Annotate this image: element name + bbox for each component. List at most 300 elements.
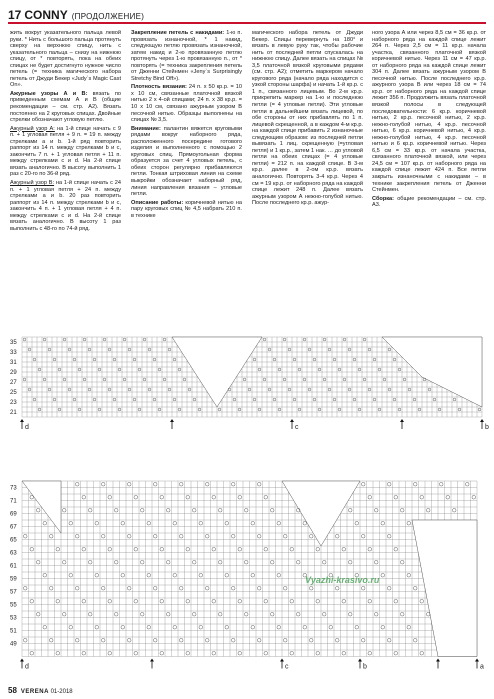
- yarnover-symbol: [303, 338, 306, 341]
- chart-b-grid: [22, 481, 477, 657]
- yarnover-symbol: [108, 599, 112, 603]
- yarnover-symbol: [393, 358, 396, 361]
- yarnover-symbol: [75, 534, 79, 538]
- row-number-label: 23: [10, 400, 17, 406]
- yarnover-symbol: [95, 521, 99, 525]
- yarnover-symbol: [98, 408, 101, 411]
- yarnover-symbol: [82, 495, 86, 499]
- yarnover-symbol: [101, 482, 105, 486]
- yarnover-symbol: [342, 599, 346, 603]
- yarnover-symbol: [88, 388, 91, 391]
- page-number: 58: [8, 686, 17, 695]
- yarnover-symbol: [23, 638, 27, 642]
- col1-patternA-heading: Ажурный узор А:: [10, 125, 55, 132]
- yarnover-symbol: [93, 398, 96, 401]
- col1-openwork-section: [10, 91, 121, 124]
- yarnover-symbol: [238, 547, 242, 551]
- yarnover-symbol: [363, 378, 366, 381]
- knitting-chart-b: [8, 479, 486, 681]
- yarnover-symbol: [36, 508, 40, 512]
- yarnover-symbol: [163, 378, 166, 381]
- yarnover-symbol: [257, 482, 261, 486]
- yarnover-symbol: [388, 388, 391, 391]
- yarnover-symbol: [113, 358, 116, 361]
- arrow-head: [290, 419, 294, 422]
- yarnover-symbol: [108, 388, 111, 391]
- yarnover-symbol: [342, 651, 346, 655]
- yarnover-symbol: [48, 388, 51, 391]
- yarnover-symbol: [353, 358, 356, 361]
- yarnover-symbol: [153, 358, 156, 361]
- col2-work-heading: Описание работы:: [131, 199, 184, 206]
- yarnover-symbol: [166, 508, 170, 512]
- yarnover-symbol: [257, 534, 261, 538]
- yarnover-symbol: [134, 651, 138, 655]
- yarnover-symbol: [114, 612, 118, 616]
- yarnover-symbol: [407, 625, 411, 629]
- yarnover-symbol: [49, 638, 53, 642]
- yarnover-symbol: [323, 338, 326, 341]
- arrow-head: [475, 659, 479, 662]
- pattern-name: CONNY: [24, 8, 68, 22]
- yarnover-symbol: [313, 398, 316, 401]
- yarnover-symbol: [378, 408, 381, 411]
- yarnover-symbol: [82, 547, 86, 551]
- yarnover-symbol: [56, 547, 60, 551]
- yarnover-symbol: [127, 638, 131, 642]
- yarnover-symbol: [358, 408, 361, 411]
- col1-patternB-section: [10, 180, 121, 232]
- yarnover-symbol: [93, 358, 96, 361]
- yarnover-symbol: [108, 547, 112, 551]
- yarnover-symbol: [264, 599, 268, 603]
- yarnover-symbol: [465, 482, 469, 486]
- yarnover-symbol: [160, 651, 164, 655]
- yarnover-symbol: [342, 547, 346, 551]
- yarnover-symbol: [418, 408, 421, 411]
- yarnover-symbol: [83, 338, 86, 341]
- yarnover-symbol: [428, 388, 431, 391]
- yarnover-symbol: [400, 612, 404, 616]
- yarnover-symbol: [147, 573, 151, 577]
- row-number-label: 35: [10, 340, 17, 346]
- yarnover-symbol: [333, 358, 336, 361]
- yarnover-symbol: [160, 547, 164, 551]
- yarnover-symbol: [69, 625, 73, 629]
- yarnover-symbol: [82, 599, 86, 603]
- yarnover-symbol: [192, 612, 196, 616]
- yarnover-symbol: [268, 388, 271, 391]
- marker-label: c: [285, 663, 289, 671]
- col1-intro: жить вокруг указательного пальца левой руки. * Нить с большого пальца протянуть сверху на верхнюю спицу, нить с указательного пальца – снизу на нижнюю спицу, от * повторять, пока на обеих спицах не будет достигнуто нужное число петель (= техника магического набора петель от Джуди Бекер «Judy`s Magic Cast On».: [10, 30, 121, 89]
- yarnover-symbol: [368, 388, 371, 391]
- yarnover-symbol: [168, 388, 171, 391]
- yarnover-symbol: [264, 547, 268, 551]
- col1-openwork-text: вязать по приведенным схемам А и В (общие рекомендации – см. стр. А2). Вязать постоянно на 2 круговых спицах. Двойные стрелки обозначают угловую петлю.: [10, 90, 121, 124]
- yarnover-symbol: [387, 638, 391, 642]
- text-column-4: [372, 30, 486, 211]
- yarnover-symbol: [309, 638, 313, 642]
- arrow-head: [400, 419, 404, 422]
- yarnover-symbol: [335, 638, 339, 642]
- yarnover-symbol: [290, 547, 294, 551]
- yarnover-symbol: [147, 625, 151, 629]
- yarnover-symbol: [30, 495, 34, 499]
- yarnover-symbol: [173, 521, 177, 525]
- yarnover-symbol: [48, 348, 51, 351]
- yarnover-symbol: [253, 358, 256, 361]
- yarnover-symbol: [179, 534, 183, 538]
- yarnover-symbol: [238, 495, 242, 499]
- col2-gauge-section: [131, 84, 242, 123]
- col1-patternB-heading: Ажурный узор В:: [10, 180, 55, 187]
- col2-bindoff-text: 1-ю п. провязать изнаночной, * 1 накид, следующую петлю провязать изнаночной, затем накид и 2-ю провязанную петлю протянуть через 1-ю провязанную п., от * повторять (= техника закрепления петель от Дженни Стейнмен «Jeny`s Surprisingly Stretchy Bind Off»).: [131, 30, 242, 82]
- yarnover-symbol: [309, 586, 313, 590]
- yarnover-symbol: [283, 338, 286, 341]
- yarnover-symbol: [438, 408, 441, 411]
- issue-label: 01-2018: [50, 689, 73, 695]
- yarnover-symbol: [101, 586, 105, 590]
- yarnover-symbol: [88, 508, 92, 512]
- yarnover-symbol: [268, 348, 271, 351]
- yarnover-symbol: [192, 560, 196, 564]
- yarnover-symbol: [361, 586, 365, 590]
- yarnover-symbol: [158, 368, 161, 371]
- yarnover-symbol: [218, 508, 222, 512]
- yarnover-symbol: [323, 378, 326, 381]
- yarnover-symbol: [95, 625, 99, 629]
- yarnover-symbol: [143, 378, 146, 381]
- yarnover-symbol: [398, 408, 401, 411]
- yarnover-symbol: [205, 482, 209, 486]
- yarnover-symbol: [205, 638, 209, 642]
- header-divider: [8, 22, 486, 24]
- yarnover-symbol: [88, 560, 92, 564]
- yarnover-symbol: [212, 651, 216, 655]
- yarnover-symbol: [398, 368, 401, 371]
- yarnover-symbol: [322, 612, 326, 616]
- yarnover-symbol: [163, 338, 166, 341]
- yarnover-symbol: [338, 368, 341, 371]
- row-number-label: 73: [10, 485, 17, 492]
- yarnover-symbol: [38, 408, 41, 411]
- yarnover-symbol: [134, 547, 138, 551]
- row-number-label: 29: [10, 370, 17, 376]
- yarnover-symbol: [179, 482, 183, 486]
- yarnover-symbol: [127, 482, 131, 486]
- yarnover-symbol: [316, 651, 320, 655]
- yarnover-symbol: [56, 651, 60, 655]
- magazine-name: VERENA: [20, 689, 49, 695]
- arrow-head: [20, 659, 24, 662]
- yarnover-symbol: [363, 338, 366, 341]
- yarnover-symbol: [160, 495, 164, 499]
- yarnover-symbol: [231, 534, 235, 538]
- col4-assembly-text: общие рекомендации – см. стр. А3.: [372, 195, 486, 209]
- yarnover-symbol: [283, 586, 287, 590]
- row-number-label: 61: [10, 563, 17, 570]
- yarnover-symbol: [251, 521, 255, 525]
- col2-work-text: коричневой нитью на пару круговых спиц № 4,5 набрать 210 п. в технике: [131, 199, 242, 219]
- yarnover-symbol: [293, 398, 296, 401]
- yarnover-symbol: [413, 398, 416, 401]
- col2-attention-heading: Внимание:: [131, 125, 161, 132]
- row-number-label: 63: [10, 550, 17, 557]
- yarnover-symbol: [238, 599, 242, 603]
- yarnover-symbol: [133, 398, 136, 401]
- yarnover-symbol: [28, 348, 31, 351]
- col3-text: магического набора петель от Джуди Бекер. Спицы перевернуть на 180° и вязать в левую руку так, чтобы рабочие нить от последней петли спускалась на нижнюю спицу. Далее вязать на спицах № 3,5 платочной вязкой круговыми рядами (см. стр. А2); отметить маркером начало кругового ряда (начало ряда находится с узкой стороны шарфа) и начать 1-й кр.р. с 1 п., связанного лицевым. Во 2-м кр.р. прикрепить маркер на 1-ю и последнюю петли (= 4 угловые петли). Эти угловые петли в дальнейшем вязать лицевой, по обе стороны от них прибавлять по 1 п. лицевой скрещенной, а в каждом 4-м кр.р. на каждой спице прибавить 2 изнаночные следующим образом: из последней петли вывязать 1 лиц. скрещенную (=угловая петля) и 1 кр.р., затем 1 нак. … до угловой петли на обеих спицах (= 4 угловые петли) = 212 п. на каждой спице. В 3-м кр.р. далее в 2-ом кр.р. вязать аналогично. Повторять 3-4 кр.р. Через 4 см = 19 кр.р. от наборного ряда на каждой спице лежит 248 п. Далее вязать ажурным узором А нежно-голубой нитью. После последнего кр.р. ажур-: [252, 30, 363, 207]
- yarnover-symbol: [118, 368, 121, 371]
- yarnover-symbol: [426, 508, 430, 512]
- yarnover-symbol: [198, 408, 201, 411]
- yarnover-symbol: [121, 521, 125, 525]
- yarnover-symbol: [75, 586, 79, 590]
- yarnover-symbol: [290, 651, 294, 655]
- yarnover-symbol: [218, 560, 222, 564]
- yarnover-symbol: [56, 599, 60, 603]
- col1-patternB-text: на 1-й спице начать с 24 п. + 1 угловая петля + 24 п. между стрелками а и b. 20 раз повторить раппорт из 14 п. между стрелками b и c, закончить 4 п. + 1 угловая петля + 4 п. между стрелками c и d. На 2-й спице вязать аналогично. В высоту 1 раз выполнить с 48-го по 74-й ряд.: [10, 180, 121, 232]
- yarnover-symbol: [78, 408, 81, 411]
- yarnover-symbol: [153, 482, 157, 486]
- yarnover-symbol: [183, 378, 186, 381]
- yarnover-symbol: [103, 338, 106, 341]
- yarnover-symbol: [333, 398, 336, 401]
- yarnover-symbol: [58, 368, 61, 371]
- row-number-label: 69: [10, 511, 17, 518]
- yarnover-symbol: [88, 348, 91, 351]
- yarnover-symbol: [188, 388, 191, 391]
- yarnover-symbol: [63, 378, 66, 381]
- yarnover-symbol: [251, 573, 255, 577]
- yarnover-symbol: [212, 599, 216, 603]
- yarnover-symbol: [63, 338, 66, 341]
- yarnover-symbol: [374, 612, 378, 616]
- arrow-head: [358, 659, 362, 662]
- yarnover-symbol: [103, 378, 106, 381]
- yarnover-symbol: [387, 482, 391, 486]
- yarnover-symbol: [138, 408, 141, 411]
- yarnover-symbol: [114, 508, 118, 512]
- yarnover-symbol: [43, 521, 47, 525]
- yarnover-symbol: [298, 408, 301, 411]
- yarnover-symbol: [134, 599, 138, 603]
- yarnover-symbol: [277, 573, 281, 577]
- col2-bindoff-section: [131, 30, 242, 82]
- yarnover-symbol: [263, 338, 266, 341]
- yarnover-symbol: [270, 508, 274, 512]
- yarnover-symbol: [273, 358, 276, 361]
- yarnover-symbol: [108, 495, 112, 499]
- yarnover-symbol: [388, 348, 391, 351]
- yarnover-symbol: [62, 612, 66, 616]
- yarnover-symbol: [158, 408, 161, 411]
- yarnover-symbol: [338, 408, 341, 411]
- yarnover-symbol: [127, 586, 131, 590]
- yarnover-symbol: [293, 358, 296, 361]
- yarnover-symbol: [49, 586, 53, 590]
- yarnover-symbol: [205, 534, 209, 538]
- yarnover-symbol: [413, 482, 417, 486]
- marker-label: d: [25, 663, 29, 671]
- knitting-chart-a: [8, 333, 489, 468]
- yarnover-symbol: [218, 612, 222, 616]
- yarnover-symbol: [140, 508, 144, 512]
- yarnover-symbol: [225, 625, 229, 629]
- col2-attention-section: [131, 126, 242, 198]
- yarnover-symbol: [73, 398, 76, 401]
- yarnover-symbol: [212, 495, 216, 499]
- yarnover-symbol: [43, 625, 47, 629]
- yarnover-symbol: [257, 638, 261, 642]
- yarnover-symbol: [283, 534, 287, 538]
- text-column-1: [10, 30, 121, 234]
- col2-attention-text: палантин вяжется круговыми рядами вокруг наборного ряда, расположенного посередине готового изделия и выполненного с помощью 2 круговых спиц. Прямоугольная форма образуется за счет 4 угловых петель, с обеих сторон регулярно прибавляются петли. Тонкая штриховая линия на схеме выкройки обозначает наборный ряд, линия направления вязания – угловые петли.: [131, 125, 242, 198]
- yarnover-symbol: [138, 368, 141, 371]
- yarnover-symbol: [23, 586, 27, 590]
- yarnover-symbol: [270, 560, 274, 564]
- yarnover-symbol: [243, 378, 246, 381]
- yarnover-symbol: [53, 358, 56, 361]
- yarnover-symbol: [378, 368, 381, 371]
- yarnover-symbol: [277, 625, 281, 629]
- yarnover-symbol: [296, 612, 300, 616]
- yarnover-symbol: [83, 378, 86, 381]
- yarnover-symbol: [373, 358, 376, 361]
- col2-bindoff-heading: Закрепление петель с накидами:: [131, 30, 225, 36]
- arrow-head: [150, 659, 154, 662]
- yarnover-symbol: [143, 338, 146, 341]
- yarnover-symbol: [413, 586, 417, 590]
- yarnover-symbol: [420, 495, 424, 499]
- yarnover-symbol: [446, 495, 450, 499]
- yarnover-symbol: [153, 638, 157, 642]
- marker-label: a: [480, 663, 484, 671]
- text-column-3: [252, 30, 363, 209]
- arrow-head: [436, 659, 440, 662]
- yarnover-symbol: [186, 599, 190, 603]
- yarnover-symbol: [361, 638, 365, 642]
- yarnover-symbol: [78, 368, 81, 371]
- yarnover-symbol: [101, 534, 105, 538]
- yarnover-symbol: [373, 398, 376, 401]
- yarnover-symbol: [148, 388, 151, 391]
- yarnover-symbol: [251, 625, 255, 629]
- yarnover-symbol: [199, 625, 203, 629]
- yarnover-symbol: [458, 408, 461, 411]
- arrow-head: [480, 419, 484, 422]
- yarnover-symbol: [328, 348, 331, 351]
- yarnover-symbol: [231, 482, 235, 486]
- yarnover-symbol: [30, 547, 34, 551]
- yarnover-symbol: [248, 388, 251, 391]
- yarnover-symbol: [43, 338, 46, 341]
- yarnover-symbol: [128, 388, 131, 391]
- yarnover-symbol: [335, 534, 339, 538]
- yarnover-symbol: [273, 398, 276, 401]
- yarnover-symbol: [394, 599, 398, 603]
- yarnover-symbol: [298, 368, 301, 371]
- page-footer: [8, 686, 73, 695]
- yarnover-symbol: [264, 651, 268, 655]
- yarnover-symbol: [361, 482, 365, 486]
- yarnover-symbol: [472, 495, 476, 499]
- yarnover-symbol: [186, 495, 190, 499]
- yarnover-symbol: [413, 638, 417, 642]
- yarnover-symbol: [253, 398, 256, 401]
- yarnover-symbol: [140, 560, 144, 564]
- pattern-number: 17: [8, 8, 22, 22]
- yarnover-symbol: [113, 398, 116, 401]
- yarnover-symbol: [408, 388, 411, 391]
- col4-assembly-section: [372, 196, 486, 209]
- pattern-subtitle: (ПРОДОЛЖЕНИЕ): [71, 12, 145, 21]
- yarnover-symbol: [140, 612, 144, 616]
- yarnover-symbol: [368, 495, 372, 499]
- yarnover-symbol: [393, 398, 396, 401]
- yarnover-symbol: [361, 534, 365, 538]
- yarnover-symbol: [407, 521, 411, 525]
- yarnover-symbol: [193, 398, 196, 401]
- yarnover-symbol: [403, 378, 406, 381]
- yarnover-symbol: [400, 508, 404, 512]
- yarnover-symbol: [82, 651, 86, 655]
- yarnover-symbol: [108, 348, 111, 351]
- yarnover-symbol: [33, 358, 36, 361]
- yarnover-symbol: [244, 508, 248, 512]
- yarnover-symbol: [58, 408, 61, 411]
- row-number-label: 55: [10, 602, 17, 609]
- yarnover-symbol: [420, 651, 424, 655]
- yarnover-symbol: [400, 560, 404, 564]
- yarnover-symbol: [192, 508, 196, 512]
- yarnover-symbol: [28, 388, 31, 391]
- yarnover-symbol: [160, 599, 164, 603]
- watermark-text: Vyazhi-krasivo.ru: [305, 575, 380, 585]
- row-number-label: 59: [10, 576, 17, 583]
- yarnover-symbol: [288, 388, 291, 391]
- yarnover-symbol: [318, 368, 321, 371]
- yarnover-symbol: [134, 495, 138, 499]
- col1-patternA-text: на 1-й спице начать с 9 п. + 1 угловая петля + 9 п. = 19 п. между стрелками а и b. 1-й ряд повторить раппорт из 14 п. между стрелками b и c, закончить 7 п. + 1 угловая петля + 11 п. между стрелками c и d. На 2-й спице вязать аналогично. В высоту выполнить 1 раз с 20-го по 36-й ряд.: [10, 125, 122, 178]
- yarnover-symbol: [439, 482, 443, 486]
- arrow-head: [20, 419, 24, 422]
- row-number-label: 67: [10, 524, 17, 531]
- yarnover-symbol: [88, 612, 92, 616]
- yarnover-symbol: [348, 612, 352, 616]
- yarnover-symbol: [168, 348, 171, 351]
- yarnover-symbol: [277, 521, 281, 525]
- yarnover-symbol: [62, 508, 66, 512]
- yarnover-symbol: [316, 599, 320, 603]
- yarnover-symbol: [303, 521, 307, 525]
- yarnover-symbol: [244, 560, 248, 564]
- yarnover-symbol: [313, 358, 316, 361]
- yarnover-symbol: [368, 599, 372, 603]
- row-number-label: 33: [10, 350, 17, 356]
- yarnover-symbol: [173, 398, 176, 401]
- yarnover-symbol: [303, 378, 306, 381]
- row-number-label: 25: [10, 390, 17, 396]
- yarnover-symbol: [348, 508, 352, 512]
- yarnover-symbol: [173, 625, 177, 629]
- yarnover-symbol: [452, 508, 456, 512]
- col4-text: ного узора А или через 8,5 см = 36 кр.р. от наборного ряда на каждой спице лежит 264 п. Через 2,5 см = 11 кр.р. начала участка, связанного платочной вязкой коричневой нитью. Через 11 см = 47 кр.р. от наборного ряда на каждой спице лежит 304 п. Далее вязать ажурным узором В песочной нитью. После последнего кр.р. ажурного узора В или через 18 см = 74 кр.р. от наборного ряда на каждой спице лежит 356 п. Продолжить вязать платочной вязкой полосы в следующей последовательности: 6 кр.р. коричневой нитью, 2 кр.р. песочной нитью, 2 кр.р. нежно-голубой нитью, 4 кр.р. песочной нитью, 6 кр.р. коричневой нитью, 4 кр.р. нежно-голубой нитью, 4 кр.р. песочной нитью и 6 кр.р. коричневой нитью. Через 6,5 см = 33 кр.р. от начала участка, связанного платочной вязкой, или через 24,5 см = 107 кр.р. от наборного ряда на каждой спице лежит 424 п. Все петли закрыть изнаночными с накидами – в технике закрепления петель от Дженни Стейнмен.: [372, 30, 486, 194]
- yarnover-symbol: [121, 625, 125, 629]
- yarnover-symbol: [231, 586, 235, 590]
- yarnover-symbol: [383, 378, 386, 381]
- col2-gauge-heading: Плотность вязания:: [131, 84, 187, 91]
